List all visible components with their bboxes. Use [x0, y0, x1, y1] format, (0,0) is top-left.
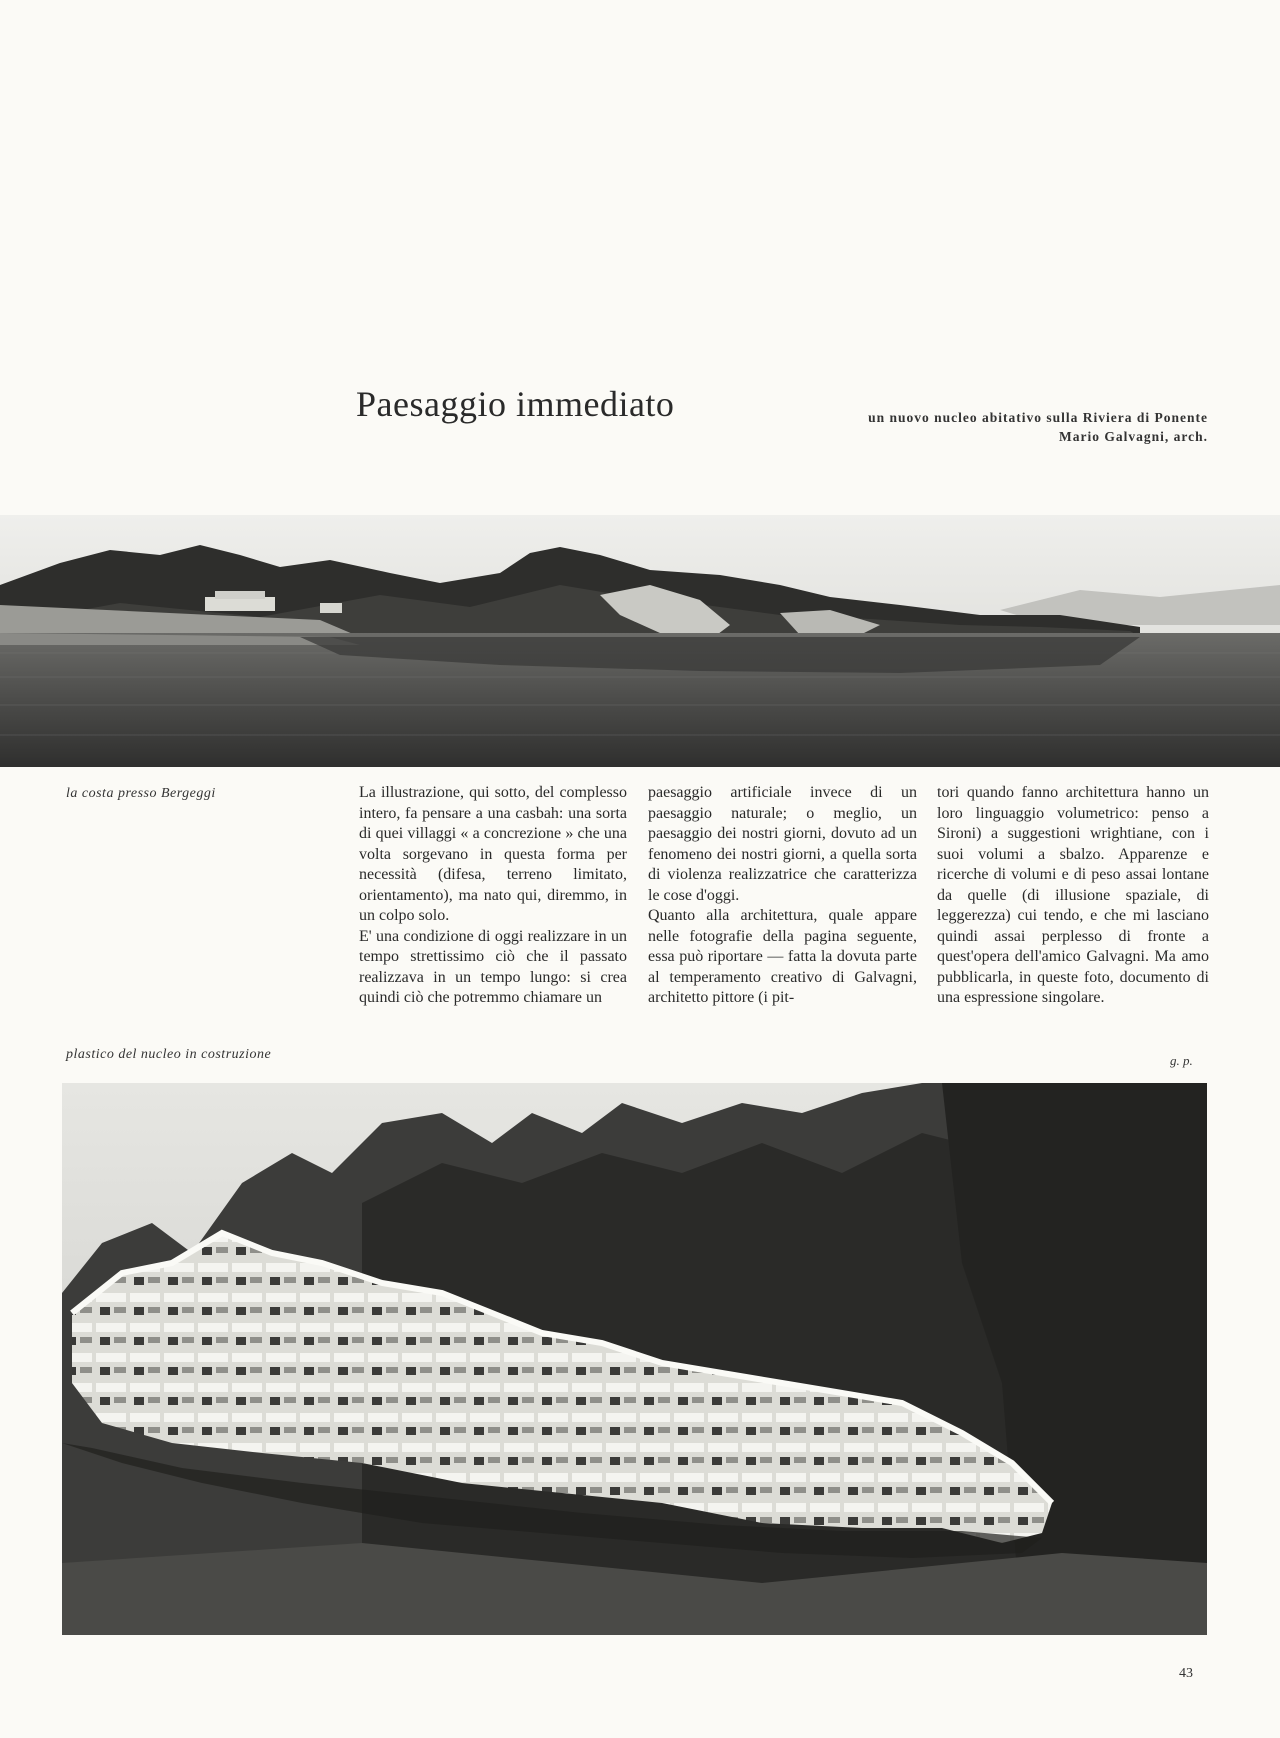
article-title: Paesaggio immediato	[356, 384, 675, 424]
article-column-2	[648, 783, 917, 1009]
subtitle-project: un nuovo nucleo abitativo sulla Riviera di Ponente	[868, 410, 1208, 425]
paragraph: E' una condizione di oggi realizzare in un tempo strettissimo ciò che il passato realizzava in un tempo lungo: si crea quindi ciò che potremmo chiamare un	[359, 927, 627, 1006]
page-number: 43	[1179, 1666, 1193, 1681]
paragraph: Quanto alla architettura, quale appare nelle fotografie della pagina seguente, essa può riportare — fatta la dovuta parte al temperamento creativo di Galvagni, architetto pittore (i pit-	[648, 907, 917, 1006]
paragraph: tori quando fanno architettura hanno un loro linguaggio volumetrico: penso a Sironi) a suggestioni wrightiane, con i suoi volumi a sbalzo. Apparenze e ricerche di volumi e di peso assai lontane da quelle (di illusione spaziale, di leggerezza) cui tendo, e che mi lasciano quindi assai perplesso di fronte a quest'opera dell'amico Galvagni. Ma amo pubblicarla, in queste foto, documento di una espressione singolare.	[937, 784, 1209, 1006]
paragraph: paesaggio artificiale invece di un paesaggio naturale; o meglio, un paesaggio dei nostri giorni, dovuto ad un fenomeno dei nostri giorni, a quella sorta di violenza realizzatrice che caratterizza le cose d'oggi.	[648, 784, 917, 904]
author-signature: g. p.	[1170, 1053, 1193, 1068]
article-column-1	[359, 783, 627, 1009]
paragraph: La illustrazione, qui sotto, del complesso intero, fa pensare a una casbah: una sorta di quei villaggi « a concrezione » che una volta sorgevano in questa forma per necessità (difesa, terreno limitato, orientamento), ma nato qui, diremmo, in un colpo solo.	[359, 784, 627, 924]
article-column-3	[937, 783, 1209, 1009]
model-photo-caption: plastico del nucleo in costruzione	[66, 1047, 272, 1062]
subtitle-architect: Mario Galvagni, arch.	[1059, 429, 1208, 444]
coast-photo	[0, 515, 1280, 767]
article-subtitle	[868, 408, 1208, 446]
model-photo	[62, 1083, 1207, 1635]
coast-photo-caption: la costa presso Bergeggi	[66, 786, 216, 801]
